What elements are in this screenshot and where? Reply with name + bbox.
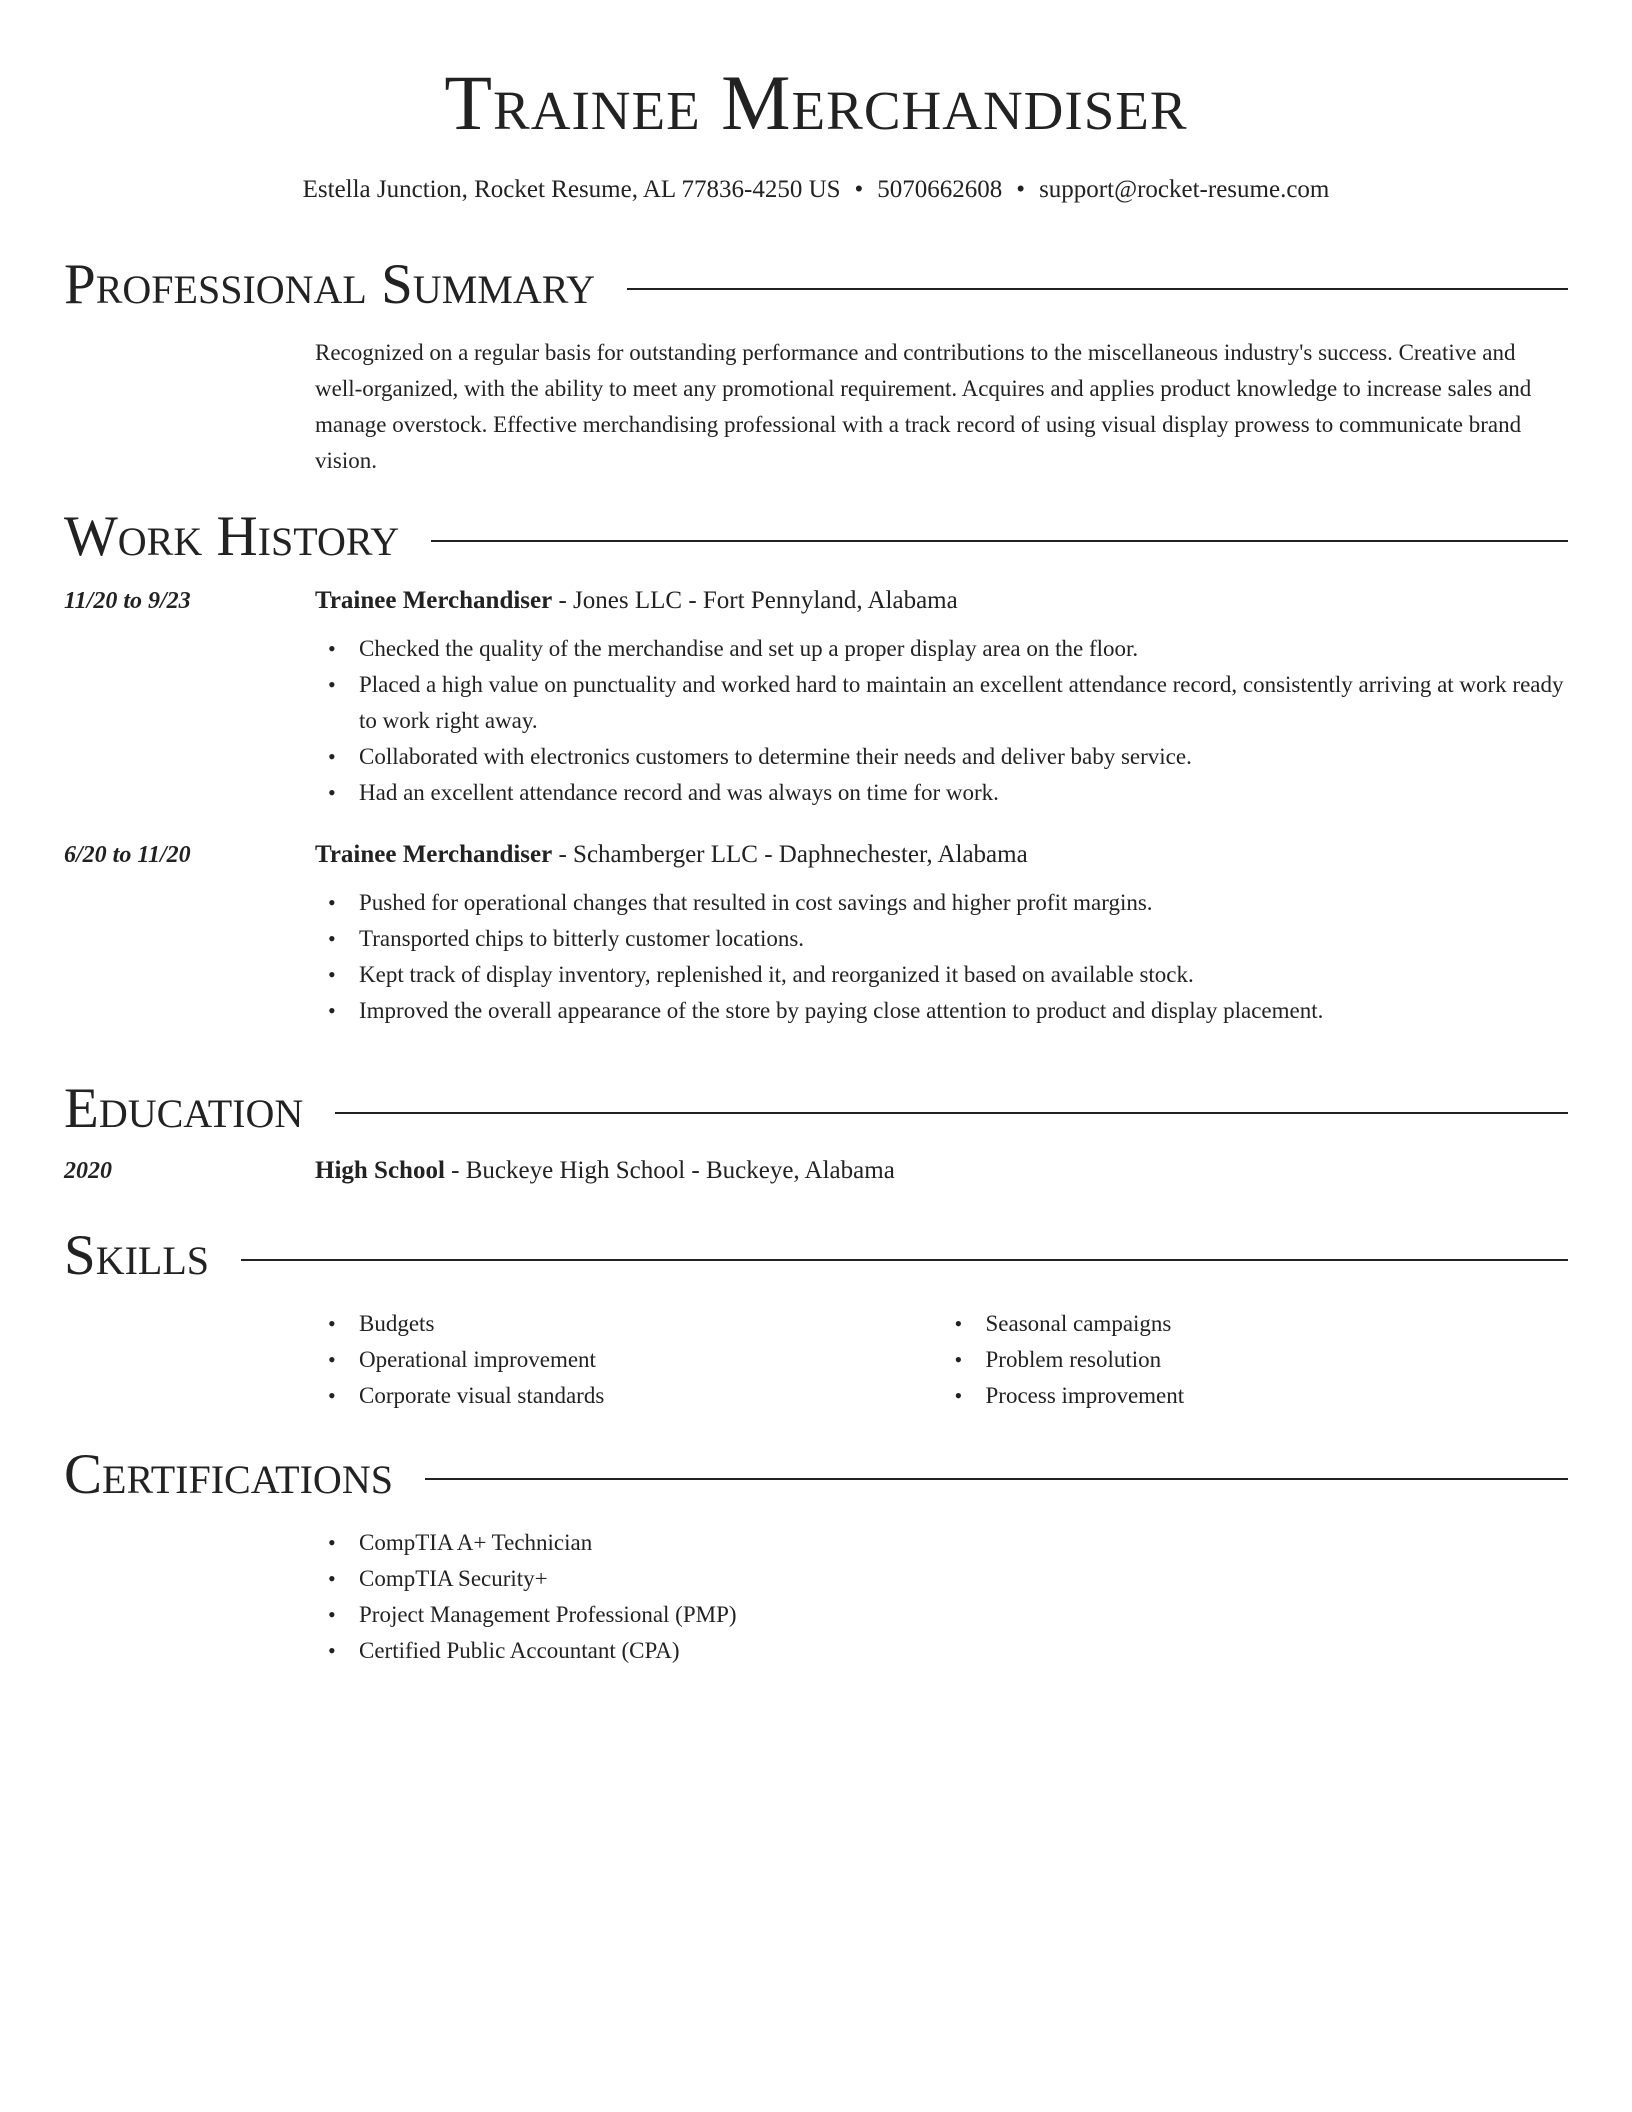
section-divider [241, 1259, 1568, 1261]
skills-grid [315, 1306, 1568, 1414]
contact-phone: 5070662608 [877, 176, 1003, 203]
certification-item: • Project Management Professional (PMP) [359, 1597, 1568, 1633]
skills-header [64, 1226, 1568, 1286]
education-year: 2020 [64, 1158, 112, 1184]
job-bullet-list [315, 885, 1568, 1029]
education-degree: High School [315, 1157, 445, 1184]
certification-item: • Certified Public Accountant (CPA) [359, 1633, 1568, 1669]
job-employer: - Jones LLC - Fort Pennyland, Alabama [552, 587, 958, 614]
job-dates: 6/20 to 11/20 [64, 842, 191, 868]
job-bullet: • Transported chips to bitterly customer locations. [359, 921, 1568, 957]
education-line [315, 1157, 895, 1185]
education-section [64, 1079, 1568, 1185]
job-entry [64, 587, 1568, 811]
job-dates: 11/20 to 9/23 [64, 588, 191, 614]
work-history-title: Work History [64, 505, 400, 568]
resume-name: Trainee Merchandiser [444, 59, 1188, 146]
education-header [64, 1079, 1568, 1139]
summary-body [315, 335, 1568, 479]
skills-column-left [315, 1306, 942, 1414]
summary-section [64, 255, 1568, 479]
job-bullet: • Checked the quality of the merchandise and set up a proper display area on the floor. [359, 631, 1568, 667]
job-bullet: • Improved the overall appearance of the store by paying close attention to product and display placement. [359, 993, 1568, 1029]
contact-separator: • [1016, 176, 1026, 203]
job-bullet: • Placed a high value on punctuality and worked hard to maintain an excellent attendance record, consistently arriving at work ready to work right away. [359, 667, 1568, 739]
certifications-list [315, 1525, 1568, 1669]
certifications-title: Certifications [64, 1443, 393, 1506]
skills-section [64, 1226, 1568, 1414]
summary-text: Recognized on a regular basis for outstanding performance and contributions to the miscellaneous industry's success. Creative and well-organized, with the ability to meet any promotional requirement. Acquires and applies product knowledge to increase sales and manage overstock. Effective merchandising professional with a track record of using visual display prowess to communicate brand vision. [315, 340, 1532, 473]
job-duties [315, 885, 1568, 1029]
skill-item: • Problem resolution [986, 1342, 1569, 1378]
job-duties [315, 631, 1568, 811]
section-divider [431, 540, 1568, 542]
work-history-section [64, 507, 1568, 1029]
job-header [64, 841, 1568, 869]
job-role: Trainee Merchandiser [315, 587, 553, 614]
job-title-line [315, 587, 958, 615]
contact-email: support@rocket-resume.com [1039, 176, 1330, 203]
skill-item: • Process improvement [986, 1378, 1569, 1414]
certification-item: • CompTIA Security+ [359, 1561, 1568, 1597]
job-role: Trainee Merchandiser [315, 841, 553, 868]
skill-item: • Budgets [359, 1306, 942, 1342]
contact-line [64, 174, 1568, 206]
contact-separator: • [854, 176, 864, 203]
summary-header [64, 255, 1568, 315]
education-entry [64, 1157, 1568, 1185]
certifications-body [315, 1525, 1568, 1669]
summary-title: Professional Summary [64, 253, 596, 316]
section-divider [627, 288, 1568, 290]
education-school: - Buckeye High School - Buckeye, Alabama [444, 1157, 895, 1184]
certifications-header [64, 1445, 1568, 1505]
job-bullet: • Had an excellent attendance record and was always on time for work. [359, 775, 1568, 811]
certifications-section [64, 1445, 1568, 1669]
job-bullet: • Kept track of display inventory, replenished it, and reorganized it based on available stock. [359, 957, 1568, 993]
section-divider [335, 1112, 1568, 1114]
job-header [64, 587, 1568, 615]
certification-item: • CompTIA A+ Technician [359, 1525, 1568, 1561]
section-divider [425, 1478, 1568, 1480]
skill-item: • Seasonal campaigns [986, 1306, 1569, 1342]
skill-item: • Corporate visual standards [359, 1378, 942, 1414]
job-bullet: • Collaborated with electronics customers to determine their needs and deliver baby service. [359, 739, 1568, 775]
education-title: Education [64, 1077, 304, 1140]
skills-column-right [942, 1306, 1569, 1414]
skills-title: Skills [64, 1224, 210, 1287]
contact-address: Estella Junction, Rocket Resume, AL 77836-4250 US [302, 176, 841, 203]
job-employer: - Schamberger LLC - Daphnechester, Alabama [552, 841, 1028, 868]
job-bullet: • Pushed for operational changes that resulted in cost savings and higher profit margins. [359, 885, 1568, 921]
resume-page [64, 0, 1568, 1663]
skill-item: • Operational improvement [359, 1342, 942, 1378]
job-entry [64, 841, 1568, 1029]
job-bullet-list [315, 631, 1568, 811]
job-title-line [315, 841, 1028, 869]
work-history-header [64, 507, 1568, 567]
